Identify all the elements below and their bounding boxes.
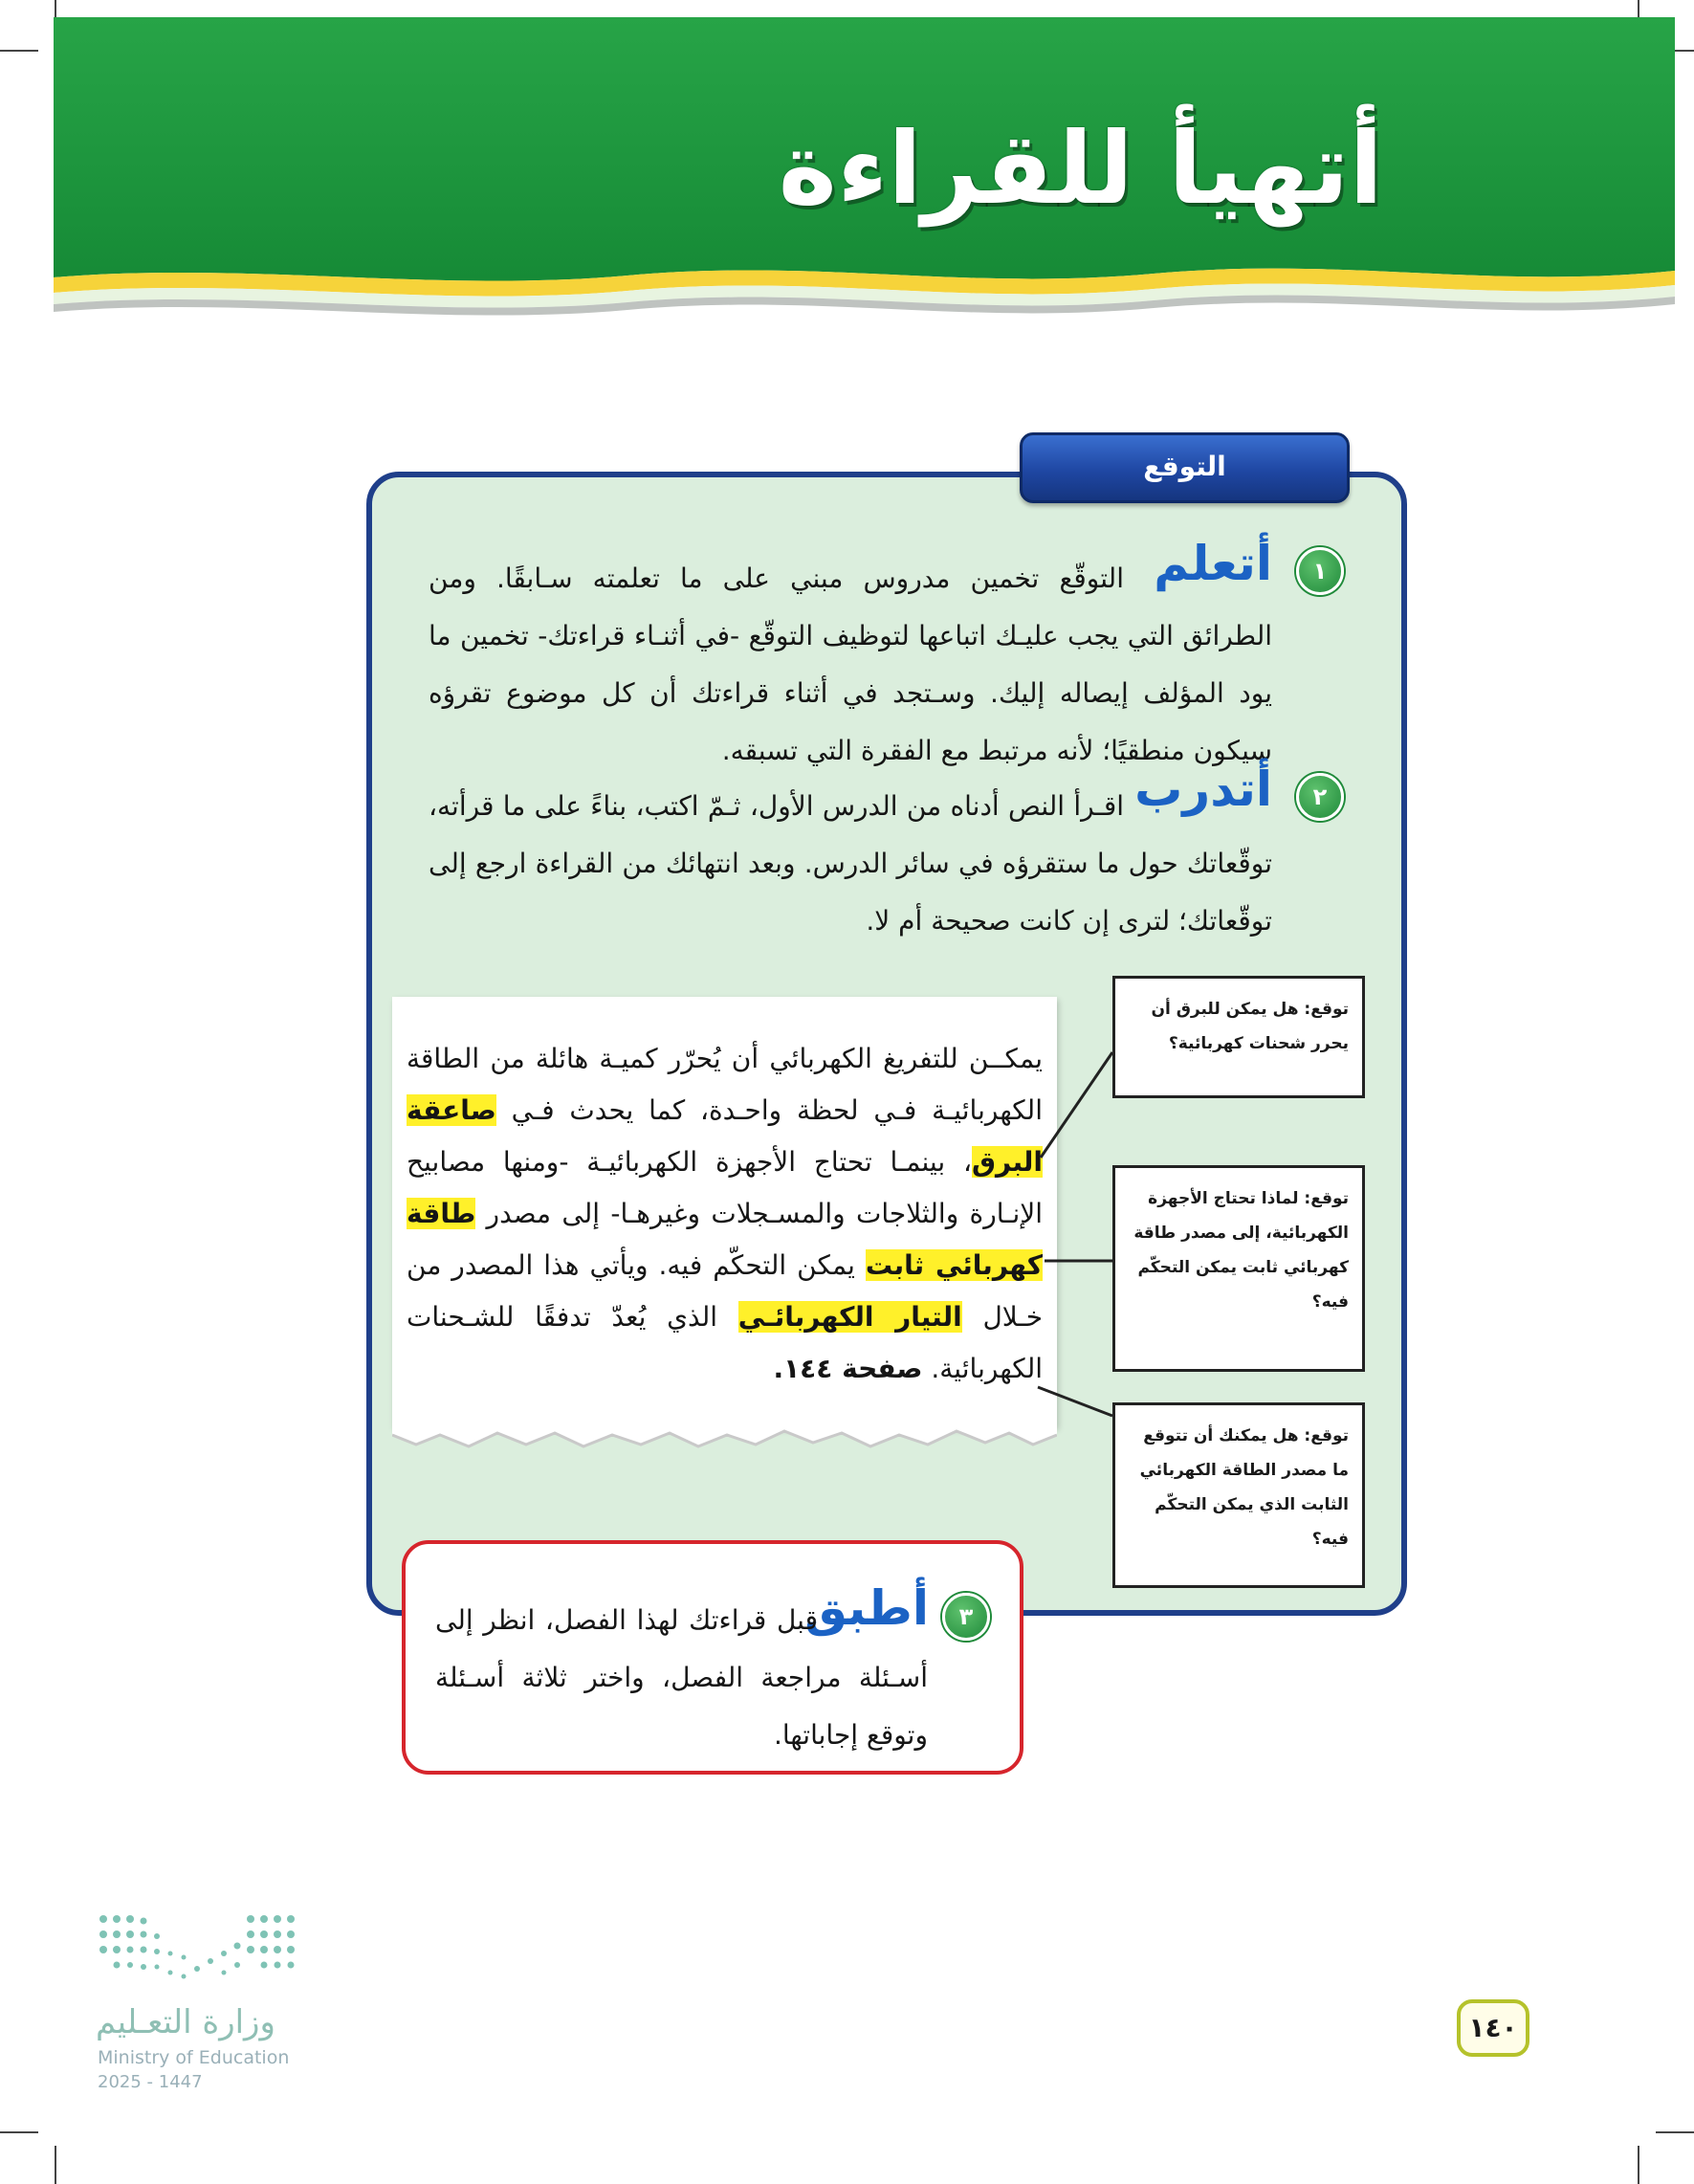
highlight-electric-current: التيار الكهربائـي (737, 1301, 962, 1333)
step-2-text: اقـرأ النص أدناه من الدرس الأول، ثـمّ اكتب، بناءً على ما قرأته، توقّعاتك حول ما ستقرؤه في سائر الدرس. وبعد انتهائك من القراءة ارجع إلى توقّعاتك؛ لترى إن كانت صحيحة أم لا. (429, 790, 1272, 937)
step-2-title: أتدرب (1134, 761, 1272, 817)
highlight-stable-source: طاقة كهربائي ثابت (407, 1198, 1043, 1281)
prediction-callout-1: توقع: هل يمكن للبرق أن يحرر شحنات كهربائية؟ (1112, 976, 1365, 1098)
page-title: أتهيأ للقراءة (778, 110, 1383, 227)
connector-3 (1038, 1387, 1112, 1416)
step-2-number: ٢ (1296, 773, 1344, 821)
step-1-title: أتعلم (1154, 536, 1272, 591)
page-number: ١٤٠ (1457, 1999, 1529, 2057)
excerpt-part-2: ، بينمـا تحتاج الأجهزة الكهربائيـة -ومنها مصابيح الإنـارة والثلاجات والمسـجلات وغيرهـا- إلى مصدر (407, 1146, 1044, 1229)
step-3-text: قبل قراءتك لهذا الفصل، انظر إلى أسـئلة مراجعة الفصل، واختر ثلاثة أسـئلة وتوقع إجاباتها. (435, 1604, 928, 1751)
highlight-lightning: صاعقة البرق (407, 1094, 1043, 1178)
step-3-title: أطبق (804, 1580, 929, 1636)
connector-1 (1041, 1052, 1112, 1158)
ministry-year: 2025 - 1447 (98, 2072, 203, 2092)
ministry-name-english: Ministry of Education (98, 2047, 290, 2068)
excerpt-part-4: الذي يُعدّ تدفقًا للشـحنات الكهربائية. (407, 1301, 1043, 1384)
ministry-name-arabic: وزارة التعـليم (96, 2003, 275, 2041)
excerpt-part-3: يمكن التحكّم فيه. ويأتي هذا المصدر من خـلال (407, 1249, 1044, 1333)
panel-tab-label: التوقع (1020, 432, 1350, 503)
step-3-number: ٣ (942, 1593, 990, 1641)
step-1-text: التوقّع تخمين مدروس مبني على ما تعلمته سـابقًا. ومن الطرائق التي يجب عليـك اتباعها لتوظيف التوقّع -في أثنـاء قراءتك- تخمين ما يود المؤلف إيصاله إليك. وسـتجد في أثناء قراءتك أن كل موضوع تقرؤه سيكون منطقيًا؛ لأنه مرتبط مع الفقرة التي تسبقه. (429, 563, 1272, 766)
prediction-callout-3: توقع: هل يمكنك أن تتوقع ما مصدر الطاقة الكهربائي الثابت الذي يمكن التحكّم فيه؟ (1112, 1402, 1365, 1588)
ministry-logo-dots-icon (96, 1913, 311, 1999)
prediction-callout-2: توقع: لماذا تحتاج الأجهزة الكهربائية، إلى مصدر طاقة كهربائي ثابت يمكن التحكّم فيه؟ (1112, 1165, 1365, 1372)
excerpt-part-1: يمكــن للتفريغ الكهربائي أن يُحرّر كميـة هائلة من الطاقة الكهربائيـة فـي لحظة واحـدة، كما يحدث فـي (407, 1043, 1043, 1126)
step-1-number: ١ (1296, 547, 1344, 595)
excerpt-page-ref: صفحة ١٤٤. (773, 1353, 923, 1384)
